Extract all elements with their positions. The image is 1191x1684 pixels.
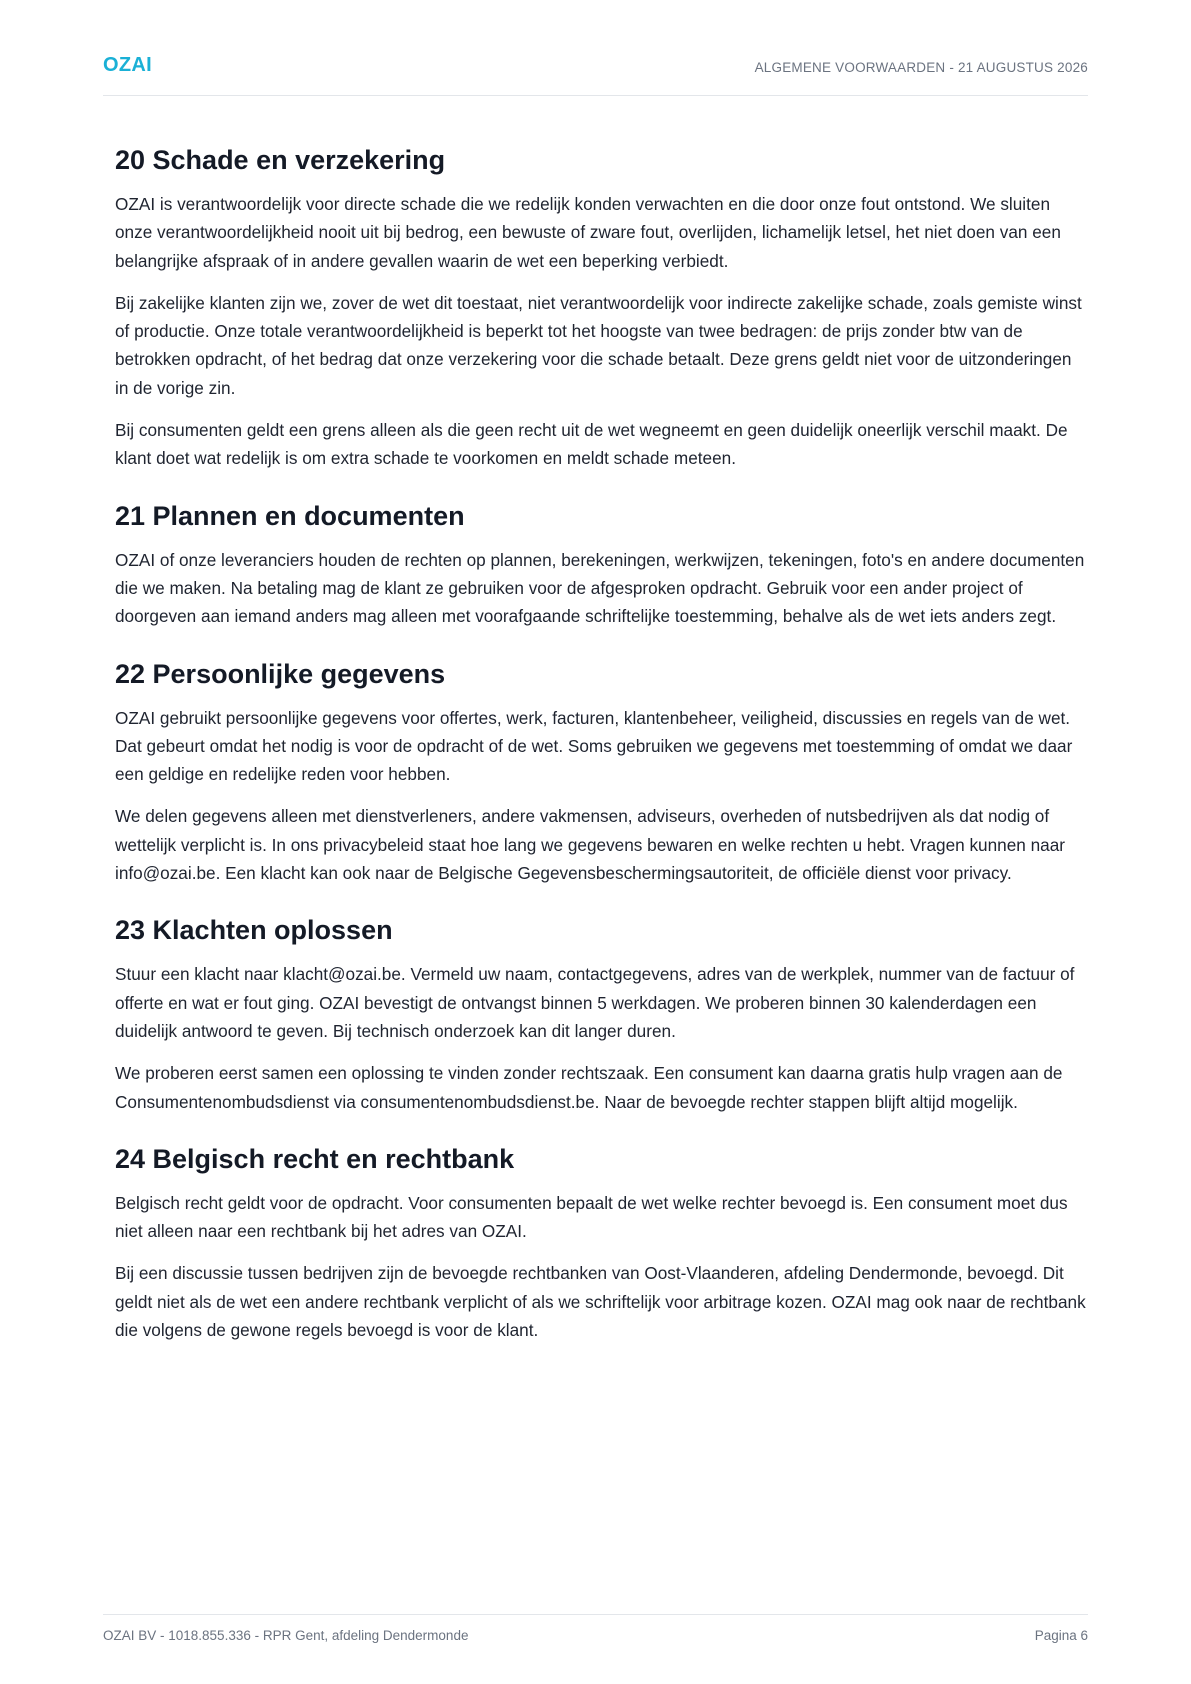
page-footer [103, 1614, 1088, 1659]
section-heading: 23 Klachten oplossen [115, 915, 393, 946]
document-body [115, 128, 1088, 1370]
section-heading: 24 Belgisch recht en rechtbank [115, 1143, 515, 1174]
section-paragraph: Bij zakelijke klanten zijn we, zover de wet dit toestaat, niet verantwoordelijk voor indirecte zakelijke schade, zoals gemiste winst of productie. Onze totale verantwoordelijkheid is beperkt tot het hoogste van twee bedragen: de prijs zonder btw van de betrokken opdracht, of het bedrag dat onze verzekering voor die schade betaalt. Deze grens geldt niet voor de uitzonderingen in de vorige zin. [115, 292, 1082, 398]
section-paragraph: We delen gegevens alleen met dienstverleners, andere vakmensen, adviseurs, overheden of nutsbedrijven als dat nodig of wettelijk verplicht is. In ons privacybeleid staat hoe lang we gegevens bewaren en welke rechten u hebt. Vragen kunnen naar info@ozai.be. Een klacht kan ook naar de Belgische Gegevensbeschermingsautoriteit, de officiële dienst voor privacy. [115, 806, 1066, 884]
section-heading: 22 Persoonlijke gegevens [115, 658, 446, 689]
section-paragraph: OZAI of onze leveranciers houden de rechten op plannen, berekeningen, werkwijzen, tekeningen, foto's en andere documenten die we maken. Na betaling mag de klant ze gebruiken voor de afgesproken opdracht. Gebruik voor een ander project of doorgeven aan iemand anders mag alleen met voorafgaande schriftelijke toestemming, behalve als de wet iets anders zegt. [115, 549, 1085, 627]
section-paragraph: Belgisch recht geldt voor de opdracht. Voor consumenten bepaalt de wet welke rechter bevoegd is. Een consument moet dus niet alleen naar een rechtbank bij het adres van OZAI. [115, 1192, 1068, 1242]
brand-logo: OZAI [103, 54, 152, 76]
page-header [103, 50, 1088, 96]
section-paragraph: Bij een discussie tussen bedrijven zijn de bevoegde rechtbanken van Oost-Vlaanderen, afdeling Dendermonde, bevoegd. Dit geldt niet als de wet een andere rechtbank verplicht of als we schriftelijk voor arbitrage kozen. OZAI mag ook naar de rechtbank die volgens de gewone regels bevoegd is voor de klant. [115, 1263, 1086, 1341]
section-22 [115, 657, 1088, 888]
section-paragraph: Stuur een klacht naar klacht@ozai.be. Vermeld uw naam, contactgegevens, adres van de werkplek, nummer van de factuur of offerte en wat er fout ging. OZAI bevestigt de ontvangst binnen 5 werkdagen. We proberen binnen 30 kalenderdagen een duidelijk antwoord te geven. Bij technisch onderzoek kan dit langer duren. [115, 964, 1075, 1041]
section-heading: 21 Plannen en documenten [115, 500, 465, 531]
section-paragraph: OZAI gebruikt persoonlijke gegevens voor offertes, werk, facturen, klantenbeheer, veiligheid, discussies en regels van de wet. Dat gebeurt omdat het nodig is voor de opdracht of de wet. Soms gebruiken we gegevens met toestemming of omdat we daar een geldige en redelijke reden voor hebben. [115, 707, 1073, 785]
document-title-date: ALGEMENE VOORWAARDEN - 21 AUGUSTUS 2026 [754, 60, 1088, 75]
section-23 [115, 913, 1088, 1115]
section-heading: 20 Schade en verzekering [115, 145, 446, 175]
section-paragraph: Bij consumenten geldt een grens alleen als die geen recht uit de wet wegneemt en geen duidelijk oneerlijk verschil maakt. De klant doet wat redelijk is om extra schade te voorkomen en meldt schade meteen. [115, 420, 1068, 469]
section-21 [115, 499, 1088, 631]
section-paragraph: OZAI is verantwoordelijk voor directe schade die we redelijk konden verwachten en die door onze fout ontstond. We sluiten onze verantwoordelijkheid nooit uit bij bedrog, een bewuste of zware fout, overlijden, lichamelijk letsel, het niet doen van een belangrijke afspraak of in andere gevallen waarin de wet een beperking verbiedt. [115, 194, 1061, 271]
page-number: Pagina 6 [1034, 1628, 1088, 1643]
section-24 [115, 1142, 1088, 1344]
section-paragraph: We proberen eerst samen een oplossing te vinden zonder rechtszaak. Een consument kan daarna gratis hulp vragen aan de Consumentenombudsdienst via consumentenombudsdienst.be. Naar de bevoegde rechter stappen blijft altijd mogelijk. [115, 1063, 1063, 1112]
company-registration: OZAI BV - 1018.855.336 - RPR Gent, afdeling Dendermonde [103, 1628, 469, 1643]
section-20 [115, 143, 1088, 473]
